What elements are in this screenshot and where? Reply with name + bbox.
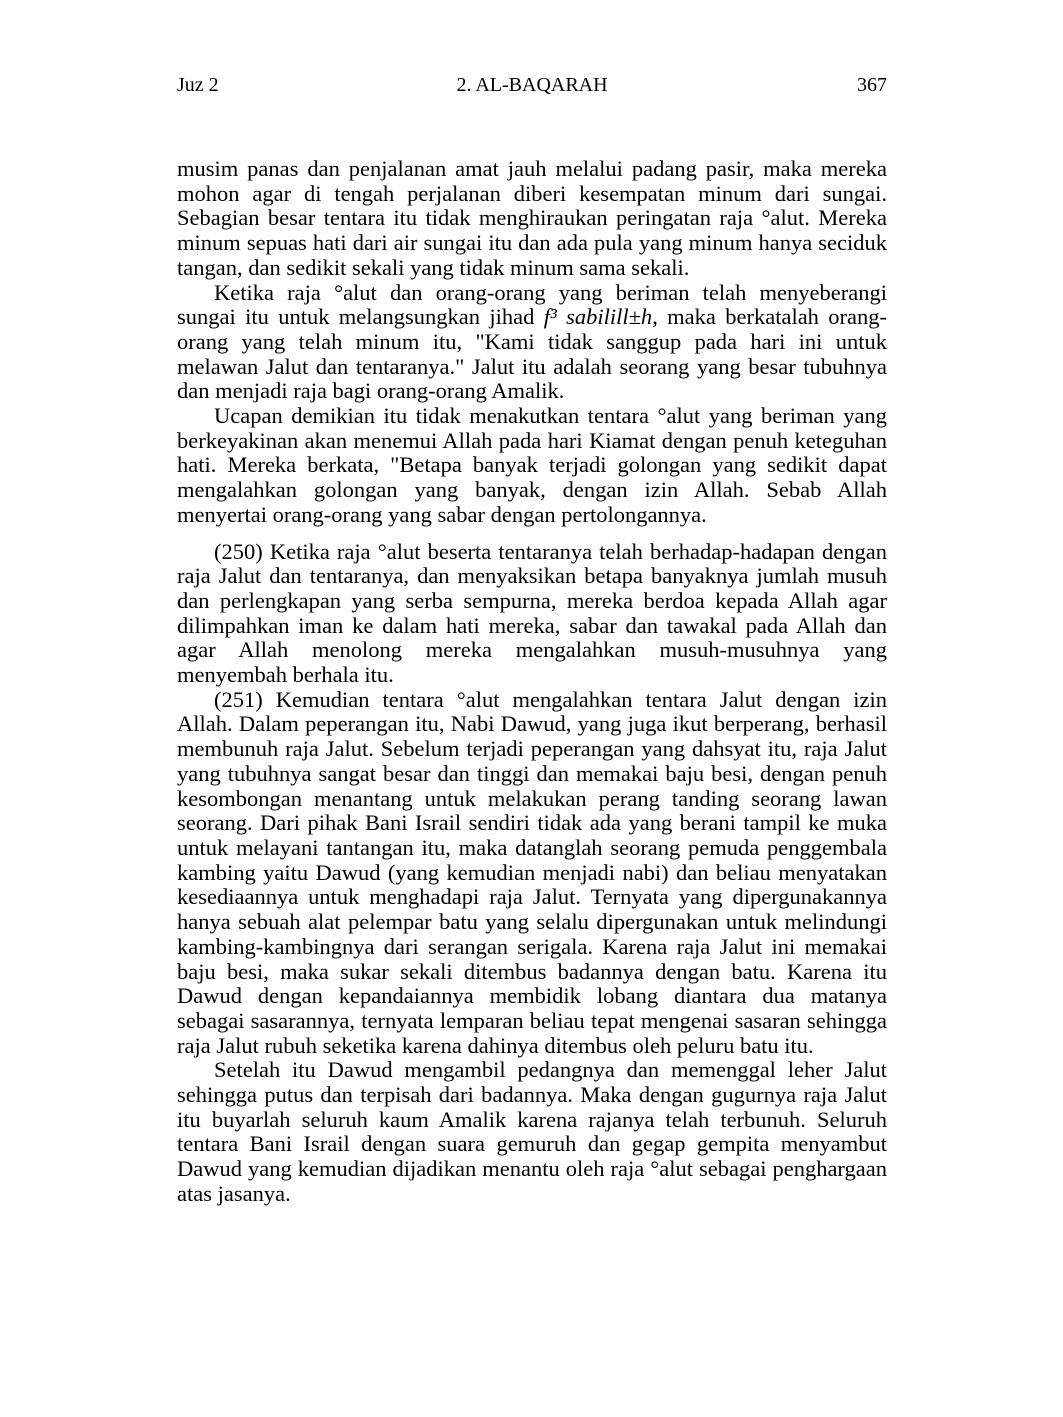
italic-term: f³ sabilill±h	[543, 304, 653, 330]
paragraph-verse-251: (251) Kemudian tentara °alut mengalahkan tentara Jalut dengan izin Allah. Dalam peperangan itu, Nabi Dawud, yang juga ikut berperang, berhasil membunuh raja Jalut. Sebelum terjadi peperangan yang dahsyat itu, raja Jalut yang tubuhnya sangat besar dan tinggi dan memakai baju besi, dengan penuh kesombongan menantang untuk melakukan perang tanding seorang lawan seorang. Dari pihak Bani Israil sendiri tidak ada yang berani tampil ke muka untuk melayani tantangan itu, maka datanglah seorang pemuda penggembala kambing yaitu Dawud (yang kemudian menjadi nabi) dan beliau menyatakan kesediaannya untuk menghadapi raja Jalut. Ternyata yang dipergunakannya hanya sebuah alat pelempar batu yang selalu dipergunakan untuk melindungi kambing-kambingnya dari serangan serigala. Karena raja Jalut ini memakai baju besi, maka sukar sekali ditembus badannya dengan batu. Karena itu Dawud dengan kepandaiannya membidik lobang diantara dua matanya sebagai sasarannya, ternyata lemparan beliau tepat mengenai sasaran sehingga raja Jalut rubuh seketika karena dahinya ditembus oleh peluru batu itu.	[177, 686, 887, 1058]
paragraph-verse-250: (250) Ketika raja °alut beserta tentaranya telah berhadap-hadapan dengan raja Jalut dan tentaranya, dan menyaksikan betapa banyaknya jumlah musuh dan perlengkapan yang serba sempurna, mereka berdoa kepada Allah agar dilimpahkan iman ke dalam hati mereka, sabar dan tawakal pada Allah dan agar Allah menolong mereka mengalahkan musuh-musuhnya yang menyembah berhala itu.	[177, 538, 887, 688]
body-text	[177, 157, 887, 1207]
page	[177, 70, 887, 1207]
paragraph-text: Ketika raja °alut dan orang-orang yang beriman telah menyeberangi sungai itu untuk melangsungkan jihad	[177, 279, 887, 330]
juz-label: Juz 2	[177, 74, 219, 96]
paragraph-aftermath: Setelah itu Dawud mengambil pedangnya dan memenggal leher Jalut sehingga putus dan terpisah dari badannya. Maka dengan gugurnya raja Jalut itu buyarlah seluruh kaum Amalik karena rajanya telah terbunuh. Seluruh tentara Bani Israil dengan suara gemuruh dan gegap gempita menyambut Dawud yang kemudian dijadikan menantu oleh raja °alut sebagai penghargaan atas jasanya.	[177, 1057, 887, 1206]
paragraph-crossing-river	[177, 281, 887, 405]
paragraph-text: , maka berkatalah orang-orang yang telah minum itu, "Kami tidak sanggup pada hari ini untuk melawan Jalut dan tentaranya." Jalut itu adalah seorang yang besar tubuhnya dan menjadi raja bagi orang-orang Amalik.	[177, 304, 888, 404]
surah-title: 2. AL-BAQARAH	[456, 74, 608, 96]
running-header	[177, 70, 887, 100]
page-number: 367	[857, 74, 887, 96]
paragraph-believers-reply: Ucapan demikian itu tidak menakutkan tentara °alut yang beriman yang berkeyakinan akan menemui Allah pada hari Kiamat dengan penuh keteguhan hati. Mereka berkata, "Betapa banyak terjadi golongan yang sedikit dapat mengalahkan golongan yang banyak, dengan izin Allah. Sebab Allah menyertai orang-orang yang sabar dengan pertolongannya.	[177, 403, 887, 527]
paragraph-continuation: musim panas dan penjalanan amat jauh melalui padang pasir, maka mereka mohon agar di tengah perjalanan diberi kesempatan minum dari sungai. Sebagian besar tentara itu tidak menghiraukan peringatan raja °alut. Mereka minum sepuas hati dari air sungai itu dan ada pula yang minum hanya seciduk tangan, dan sedikit sekali yang tidak minum sama sekali.	[177, 156, 887, 280]
